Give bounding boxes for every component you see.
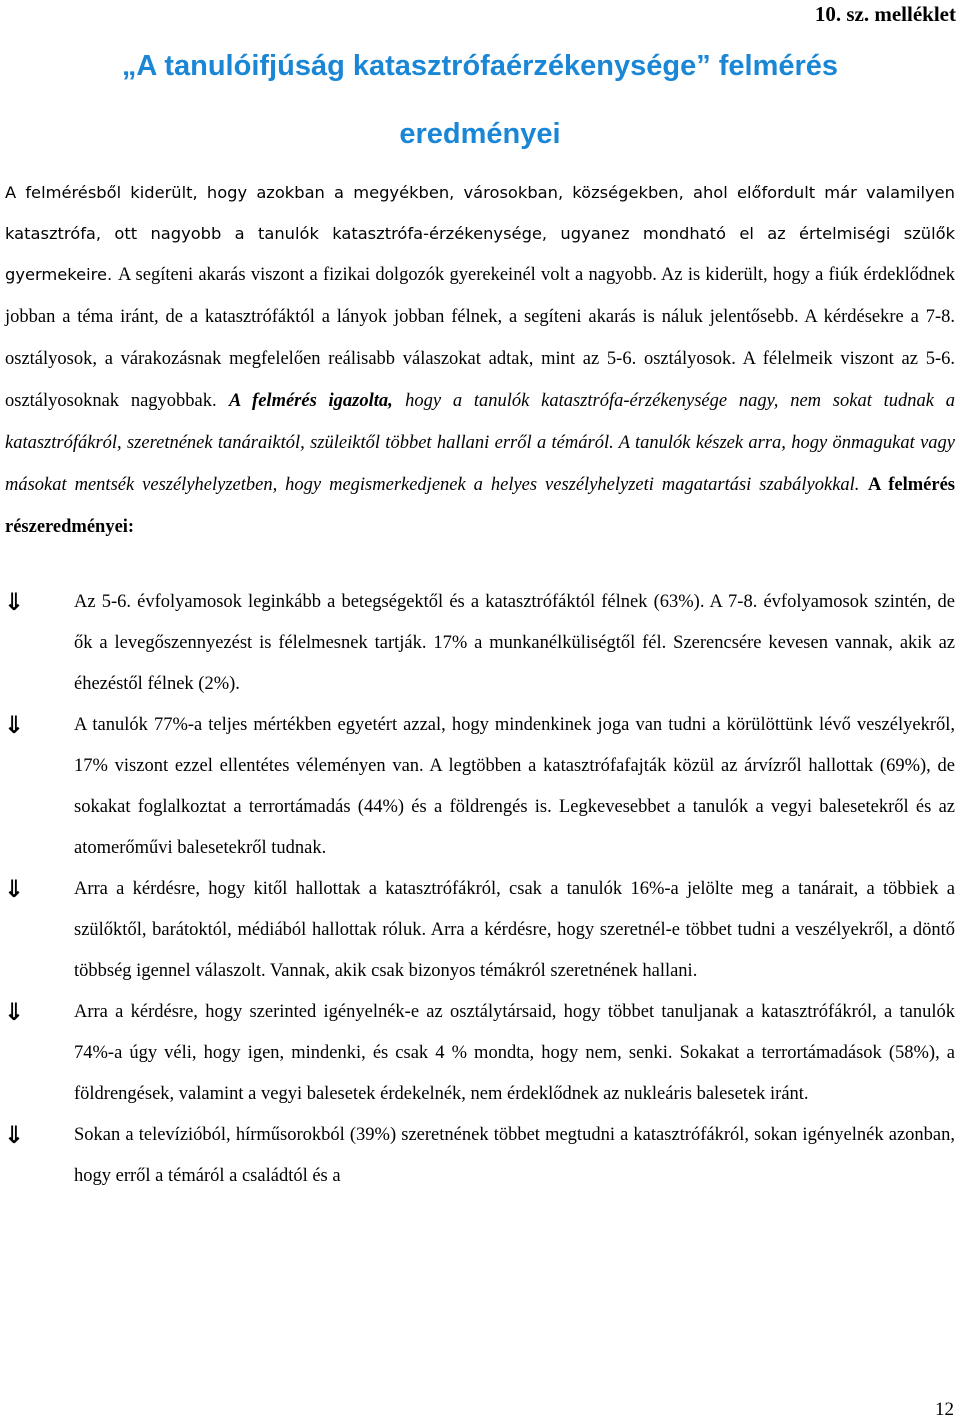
intro-text-1: A felmérésből kiderült, hogy azokban a megyékben, városokban, községekben, ahol előfordult már valamilyen katasztrófa, ott nagyobb a tanulók katasztrófa-érzékenysége, ugyanez mondható el az értelmiségi szülők gyermekeire.	[5, 183, 955, 284]
list-item	[0, 582, 960, 705]
document-title-line2: eredményei	[399, 118, 561, 150]
list-item-text: Arra a kérdésre, hogy kitől hallottak a katasztrófákról, csak a tanulók 16%-a jelölte meg a tanárait, a többiek a szülőktől, barátoktól, médiából hallottak róluk. Arra a kérdésre, hogy szeretnél-e többet tudni a veszélyekről, a döntő többség igennel válaszolt. Vannak, akik csak bizonyos témákról szeretnének hallani.	[74, 879, 955, 981]
results-list	[0, 582, 960, 1197]
list-item	[0, 1115, 960, 1197]
arrow-down-bold-icon: ⇓	[4, 1121, 25, 1149]
arrow-down-bold-icon: ⇓	[4, 998, 25, 1026]
partial-results-heading: A felmérés részeredményei:	[5, 475, 955, 537]
intro-paragraph	[5, 172, 955, 548]
list-item	[0, 992, 960, 1115]
arrow-down-bold-icon: ⇓	[4, 711, 25, 739]
intro-italic: hogy a tanulók katasztrófa-érzékenysége nagy, nem sokat tudnak a katasztrófákról, szeretnének tanáraiktól, szüleiktől többet hallani erről a témáról. A tanulók készek arra, hogy önmagukat vagy másokat mentsék veszélyhelyzetben, hogy megismerkedjenek a helyes veszélyhelyzeti magatartási szabályokkal.	[5, 391, 955, 495]
list-item-text: Az 5-6. évfolyamosok leginkább a betegségektől és a katasztrófáktól félnek (63%). A 7-8. évfolyamosok szintén, de ők a levegőszennyezést is félelmesnek tartják. 17% a munkanélküliségtől fél. Szerencsére kevesen vannak, akik az éhezéstől félnek (2%).	[74, 592, 955, 694]
list-item-text: Arra a kérdésre, hogy szerinted igényelnék-e az osztálytársaid, hogy többet tanuljanak a katasztrófákról, a tanulók 74%-a úgy véli, hogy igen, mindenki, és csak 4 % mondta, hogy nem, senki. Sokakat a terrortámadások (58%), a földrengések, valamint a vegyi balesetek érdekelnék, nem érdeklődnek az nukleáris balesetek iránt.	[74, 1002, 955, 1104]
list-item-text: A tanulók 77%-a teljes mértékben egyetért azzal, hogy mindenkinek joga van tudni a körülöttünk lévő veszélyekről, 17% viszont ezzel ellentétes véleményen van. A legtöbben a katasztrófafajták közül az árvízről hallottak (69%), de sokakat foglalkoztat a terrortámadás (44%) és a földrengés is. Legkevesebbet a tanulók a vegyi balesetekről és az atomerőművi balesetekről tudnak.	[74, 715, 955, 858]
list-item	[0, 869, 960, 992]
intro-text-2: A segíteni akarás viszont a fizikai dolgozók gyerekeinél volt a nagyobb. Az is kiderült, hogy a fiúk érdeklődnek jobban a téma iránt, de a katasztrófáktól a lányok jobban félnek, a segíteni akarás is náluk jelentősebb. A kérdésekre a 7-8. osztályosok, a várakozásnak megfelelően reálisabb válaszokat adtak, mint az 5-6. osztályosok. A félelmeik viszont az 5-6. osztályosoknak nagyobbak.	[5, 265, 955, 411]
list-item-text: Sokan a televízióból, hírműsorokból (39%) szeretnének többet megtudni a katasztrófákról, sokan igényelnék azonban, hogy erről a témáról a családtól és a	[74, 1125, 955, 1186]
document-title: „A tanulóifjúság katasztrófaérzékenysége” felmérés	[121, 50, 839, 82]
annex-label: 10. sz. melléklet	[814, 2, 956, 26]
list-item	[0, 705, 960, 869]
arrow-down-bold-icon: ⇓	[4, 588, 25, 616]
intro-bold-italic: A felmérés igazolta,	[228, 391, 393, 411]
arrow-down-bold-icon: ⇓	[4, 875, 25, 903]
page-number: 12	[935, 1399, 954, 1420]
